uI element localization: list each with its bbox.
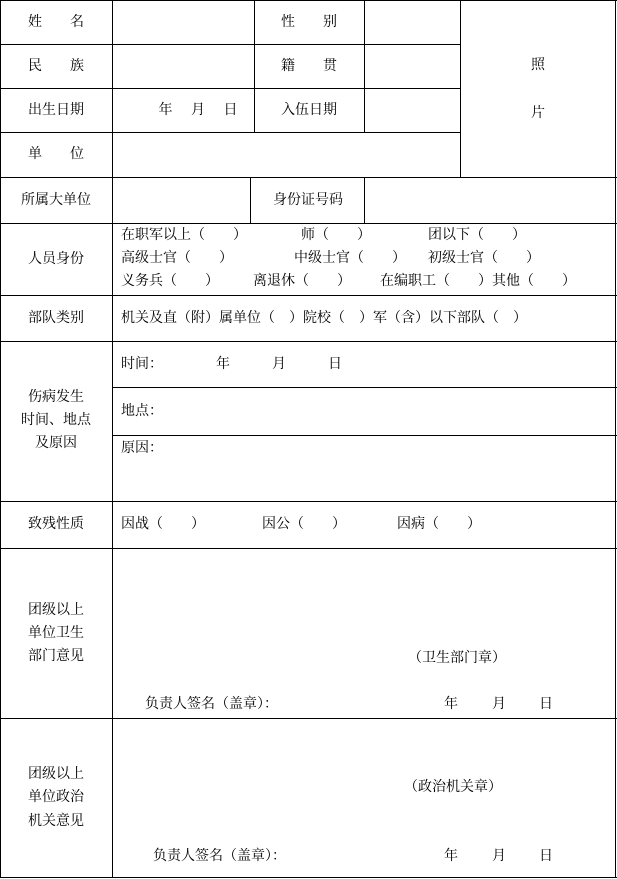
birth-date-value: 年 月 日 <box>158 102 238 118</box>
political-label-line: 机关意见 <box>28 813 84 829</box>
identity-option: 团以下（ ） <box>428 227 526 243</box>
political-month: 月 <box>492 848 506 864</box>
injury-place-prefix: 地点： <box>121 403 163 419</box>
row-divider <box>0 88 461 89</box>
health-dept-signer: 负责人签名（盖章）： <box>145 696 278 712</box>
form-border-left <box>0 0 1 878</box>
gender-label: 性 别 <box>281 14 337 30</box>
injury-time-prefix: 时间： <box>121 356 163 372</box>
row-divider <box>0 44 461 45</box>
identity-option: 师（ ） <box>301 227 371 243</box>
injury-label-line: 时间、地点 <box>21 412 91 428</box>
column-divider <box>364 177 365 223</box>
row-divider <box>0 295 617 296</box>
health-dept-label-line: 单位卫生 <box>28 625 84 641</box>
political-day: 日 <box>539 848 553 864</box>
column-divider <box>254 0 255 132</box>
political-label-line: 单位政治 <box>28 789 84 805</box>
photo-label-2: 片 <box>531 105 545 121</box>
ethnicity-label: 民 族 <box>28 58 84 74</box>
row-divider <box>113 435 617 436</box>
disability-option: 因公（ ） <box>262 516 346 532</box>
injury-time-month: 月 <box>272 356 286 372</box>
health-dept-month: 月 <box>492 696 506 712</box>
row-divider <box>0 341 617 342</box>
row-divider <box>0 177 617 178</box>
identity-option: 在编职工（ ）其他（ ） <box>380 273 576 289</box>
column-divider <box>364 0 365 132</box>
name-label: 姓 名 <box>28 14 84 30</box>
health-dept-stamp: （卫生部门章） <box>408 650 506 666</box>
injury-label-line: 伤病发生 <box>28 389 84 405</box>
unit-label: 单 位 <box>28 146 84 162</box>
id-number-label: 身份证号码 <box>273 192 343 208</box>
political-label-line: 团级以上 <box>28 766 84 782</box>
political-signer: 负责人签名（盖章）： <box>153 848 286 864</box>
form-border-bottom <box>0 877 617 878</box>
column-divider <box>250 177 251 223</box>
row-divider <box>0 223 617 224</box>
row-divider <box>0 501 617 502</box>
disability-nature-label: 致残性质 <box>28 516 84 532</box>
form-border-top <box>0 0 617 1</box>
label-column-divider <box>112 0 113 878</box>
health-dept-label-line: 团级以上 <box>28 602 84 618</box>
injury-label-line: 及原因 <box>35 435 77 451</box>
major-unit-label: 所属大单位 <box>21 192 91 208</box>
troop-category-label: 部队类别 <box>28 310 84 326</box>
identity-option: 离退休（ ） <box>253 273 351 289</box>
identity-label: 人员身份 <box>28 251 84 267</box>
health-dept-label-line: 部门意见 <box>28 648 84 664</box>
birth-date-label: 出生日期 <box>28 102 84 118</box>
political-year: 年 <box>444 848 458 864</box>
injury-time-year: 年 <box>216 356 230 372</box>
disability-option: 因病（ ） <box>397 516 481 532</box>
injury-time-day: 日 <box>328 356 342 372</box>
row-divider <box>0 548 617 549</box>
political-stamp: （政治机关章） <box>404 779 502 795</box>
native-place-label: 籍 贯 <box>281 58 337 74</box>
troop-category-options: 机关及直（附）属单位（ ）院校（ ）军（含）以下部队（ ） <box>121 310 527 326</box>
health-dept-day: 日 <box>539 696 553 712</box>
photo-box-left <box>460 0 461 177</box>
identity-option: 在职军以上（ ） <box>121 227 247 243</box>
disability-option: 因战（ ） <box>121 516 205 532</box>
row-divider <box>113 387 617 388</box>
form-border-right <box>615 0 616 878</box>
identity-option: 初级士官（ ） <box>428 250 540 266</box>
photo-label-1: 照 <box>531 57 545 73</box>
enlist-date-label: 入伍日期 <box>281 102 337 118</box>
row-divider <box>0 718 617 719</box>
row-divider <box>0 132 461 133</box>
health-dept-year: 年 <box>444 696 458 712</box>
identity-option: 高级士官（ ） <box>121 250 233 266</box>
identity-option: 中级士官（ ） <box>294 250 406 266</box>
identity-option: 义务兵（ ） <box>121 273 219 289</box>
injury-cause-prefix: 原因： <box>121 440 163 456</box>
